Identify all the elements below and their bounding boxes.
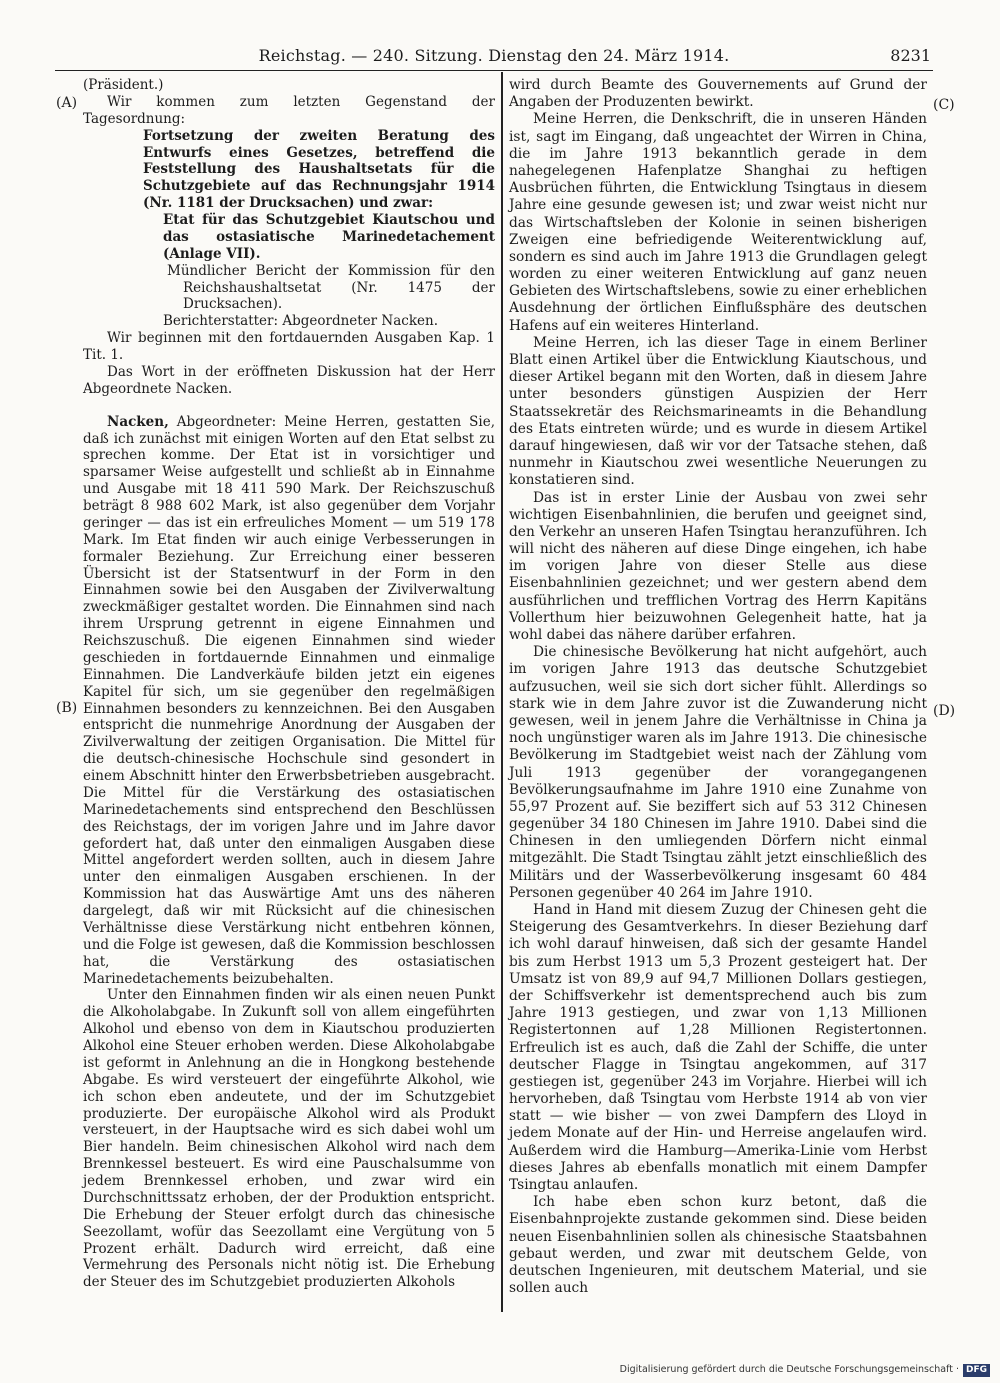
- agenda-title: Fortsetzung der zweiten Beratung des Entwurfs eines Gesetzes, betreffend die Feststellung des Haushaltsetats für die Schutzgebiete auf das Rechnungsjahr 1914 (Nr. 1181 der Drucksachen) und zwar:: [143, 127, 495, 212]
- page-number: 8231: [890, 46, 931, 65]
- paragraph: Wir kommen zum letzten Gegenstand der Tagesordnung:: [83, 93, 495, 127]
- report-note: Mündlicher Bericht der Kommission für den Reichshaushaltsetat (Nr. 1475 der Drucksachen).: [167, 262, 495, 313]
- speaker-name: Nacken,: [107, 413, 169, 430]
- digitization-credit: [600, 1364, 990, 1380]
- header-title: Reichstag. — 240. Sitzung. Dienstag den 24. März 1914.: [258, 46, 730, 65]
- margin-marker-c: (C): [933, 97, 955, 113]
- paragraph: Meine Herren, die Denkschrift, die in unseren Händen ist, sagt im Eingang, daß ungeachtet der Wirren in China, die im Jahre 1913 bekanntlich gerade in dem nahegelegenen Hafenplatze Shanghai zu heftigen Ausbrüchen führten, die Entwicklung Tsingtaus in diesem Jahre eine gesunde gewesen ist; und zwar weist nicht nur das Wirtschaftsleben der Kolonie in seinen bisherigen Zweigen eine befriedigende Weiterentwicklung auf, sondern es sind auch im Jahre 1913 die Grundlagen gelegt worden zu einer weiteren Entwicklung auf ganz neuen Gebieten des Wirtschaftslebens, sowie zu einer erheblichen Ausdehnung der örtlichen Einflußsphäre des deutschen Hafens auf ein weiteres Hinterland.: [509, 111, 927, 334]
- speech-paragraph: Nacken, Abgeordneter: Meine Herren, gestatten Sie, daß ich zunächst mit einigen Worten auf den Etat selbst zu sprechen komme. Der Etat ist in vorsichtiger und sparsamer Weise aufgestellt und schließt ab in Einnahme und Ausgabe mit 18 411 590 Mark. Der Reichszuschuß beträgt 8 988 602 Mark, ist also gegenüber dem Vorjahr geringer — das ist ein erfreuliches Moment — um 519 178 Mark. Im Etat finden wir auch einige Verbesserungen in formaler Beziehung. Zur Erreichung einer besseren Übersicht ist der Statsentwurf in der Form in den Einnahmen sowie bei den Ausgaben der Zivilverwaltung zweckmäßiger gestaltet worden. Die Einnahmen sind nach ihrem Ursprung getrennt in eigene Einnahmen und Reichszuschuß. Die eigenen Einnahmen sind wieder geschieden in fortdauernde Einnahmen und einmalige Einnahmen. Die Landverkäufe bilden jetzt ein eigenes Kapitel für sich, um sie gegenüber den regelmäßigen Einnahmen besonders zu kennzeichnen. Bei den Ausgaben entspricht die nunmehrige Anordnung der Ausgaben der Zivilverwaltung der zeitigen Organisation. Die Mittel für die deutsch-chinesische Hochschule sind gesondert in einem Abschnitt hinter den Erwerbsbetrieben ausgebracht. Die Mittel für die Verstärkung des ostasiatischen Marinedetachements sind entsprechend den Beschlüssen des Reichstags, der im vorigen Jahre und im Jahre davor gefordert hat, daß unter den einmaligen Ausgaben diese Mittel angefordert werden sollten, auch in diesem Jahre unter den einmaligen Ausgaben erschienen. In der Kommission hat das Auswärtige Amt uns des näheren dargelegt, daß wir mit Rücksicht auf die chinesischen Verhältnisse diese Verstärkung nicht entbehren können, und die Folge ist gewesen, daß die Kommission beschlossen hat, die Verstärkung des ostasiatischen Marinedetachements beizubehalten.: [83, 413, 495, 987]
- agenda-item: Etat für das Schutzgebiet Kiautschou und das ostasiatische Marinedetachement (Anlage VII).: [163, 212, 495, 262]
- column-divider: [501, 72, 503, 1312]
- credit-text: Digitalisierung gefördert durch die Deutsche Forschungsgemeinschaft ·: [619, 1364, 959, 1375]
- paragraph: Meine Herren, ich las dieser Tage in einem Berliner Blatt einen Artikel über die Entwicklung Kiautschous, und dieser Artikel begann mit den Worten, daß in diesem Jahre unter besonders günstigen Auspizien der Herr Staatssekretär des Reichsmarineamts in die Behandlung des Etats eintreten würde; und es wurde in diesem Artikel darauf hingewiesen, daß wir vor der Tatsache stehen, daß nunmehr in Kiautschou zwei wesentliche Neuerungen zu konstatieren sind.: [509, 334, 927, 489]
- paragraph: wird durch Beamte des Gouvernements auf Grund der Angaben der Produzenten bewirkt.: [509, 77, 927, 111]
- rapporteur: Berichterstatter: Abgeordneter Nacken.: [163, 313, 439, 330]
- paragraph: Ich habe eben schon kurz betont, daß die Eisenbahnprojekte zustande gekommen sind. Diese beiden neuen Eisenbahnlinien sollen als chinesische Staatsbahnen gebaut werden, und zwar mit deutschem Gelde, von deutschen Ingenieuren, mit deutschem Material, und sie sollen auch: [509, 1194, 927, 1297]
- margin-marker-b: (B): [56, 700, 78, 716]
- paragraph: Die chinesische Bevölkerung hat nicht aufgehört, auch im vorigen Jahre 1913 das deutsche Schutzgebiet aufzusuchen, weil sie sich dort sicher fühlt. Allerdings so stark wie in dem Jahre zuvor ist die Zuwanderung nicht gewesen, weil in jenem Jahre die Verhältnisse in China ja noch ungünstiger waren als im Jahre 1913. Die chinesische Bevölkerung im Stadtgebiet weist nach der Zählung vom Juli 1913 gegenüber der vorangegangenen Bevölkerungsaufnahme im Jahre 1910 eine Zunahme von 55,97 Prozent auf. Sie beziffert sich auf 53 312 Chinesen gegenüber 34 180 Chinesen im Jahre 1910. Dabei sind die Chinesen in den umliegenden Dörfern nicht einmal mitgezählt. Die Stadt Tsingtau zählt jetzt einschließlich des Militärs und der Wasserbevölkerung insgesamt 60 484 Personen gegenüber 40 264 im Jahre 1910.: [509, 644, 927, 901]
- page-header: [55, 44, 933, 71]
- left-column: [83, 77, 495, 1291]
- margin-marker-a: (A): [56, 95, 78, 111]
- paragraph: Das ist in erster Linie der Ausbau von zwei sehr wichtigen Eisenbahnlinien, die berufen und geeignet sind, den Verkehr an unseren Hafen Tsingtau heranzuführen. Ich will nicht des näheren auf diese Dinge eingehen, ich habe im vorigen Jahre von dieser Stelle aus diese Eisenbahnlinien gezeichnet; und wer gestern abend dem ausführlichen und trefflichen Vortrag des Herrn Kapitäns Vollerthum hier beizuwohnen Gelegenheit hatte, hat ja wohl dabei das nähere darüber erfahren.: [509, 489, 927, 643]
- paragraph: Hand in Hand mit diesem Zuzug der Chinesen geht die Steigerung des Gesamtverkehrs. In dieser Beziehung darf ich wohl darauf hinweisen, daß sich der gesamte Handel bis zum Herbst 1913 um 5,3 Prozent gesteigert hat. Der Umsatz ist von 89,9 auf 94,7 Millionen Dollars gestiegen, der Schiffsverkehr ist dementsprechend auch bis zum Jahre 1913 gestiegen, und zwar von 1,13 Millionen Registertonnen auf 1,28 Millionen Registertonnen. Erfreulich ist es auch, daß die Zahl der Schiffe, die unter deutscher Flagge in Tsingtau angekommen, auf 317 gestiegen ist, gegenüber 243 im Vorjahre. Hierbei will ich hervorheben, daß Tsingtau vom Herbste 1914 ab von vier statt — wie bisher — von zwei Dampfern des Lloyd in jedem Monate auf der Hin- und Herreise angelaufen wird. Außerdem wird die Hamburg—Amerika-Linie vom Herbst dieses Jahres ab ebenfalls monatlich mit einem Dampfer Tsingtau anlaufen.: [509, 902, 927, 1193]
- margin-marker-d: (D): [933, 703, 956, 719]
- paragraph: Unter den Einnahmen finden wir als einen neuen Punkt die Alkoholabgabe. In Zukunft soll von allem eingeführten Alkohol und ebenso von dem in Kiautschou produzierten Alkohol eine Steuer erhoben werden. Diese Alkoholabgabe ist geformt in Anlehnung an die in Hongkong bestehende Abgabe. Es wird versteuert der eingeführte Alkohol, wie ich schon eben andeutete, und der im Schutzgebiet produzierte. Der europäische Alkohol wird als Produkt versteuert, in der Hauptsache wird es sich dabei wohl um Bier handeln. Beim chinesischen Alkohol wird nach dem Brennkessel besteuert. Es wird eine Pauschalsumme von jedem Brennkessel erhoben, und zwar wird ein Durchschnittssatz erhoben, der der Produktion entspricht. Die Erhebung der Steuer erfolgt durch das chinesische Seezollamt, wofür das Seezollamt eine Vergütung von 5 Prozent erhält. Dadurch wird erreicht, daß eine Vermehrung des Personals nicht nötig ist. Die Erhebung der Steuer des im Schutzgebiet produzierten Alkohols: [83, 987, 495, 1291]
- paragraph: Wir beginnen mit den fortdauernden Ausgaben Kap. 1 Tit. 1.: [83, 330, 495, 363]
- speaker-label: (Präsident.): [83, 77, 164, 93]
- right-column: [509, 77, 927, 1297]
- dfg-logo: DFG: [963, 1364, 990, 1377]
- paragraph: Das Wort in der eröffneten Diskussion hat der Herr Abgeordnete Nacken.: [83, 363, 495, 397]
